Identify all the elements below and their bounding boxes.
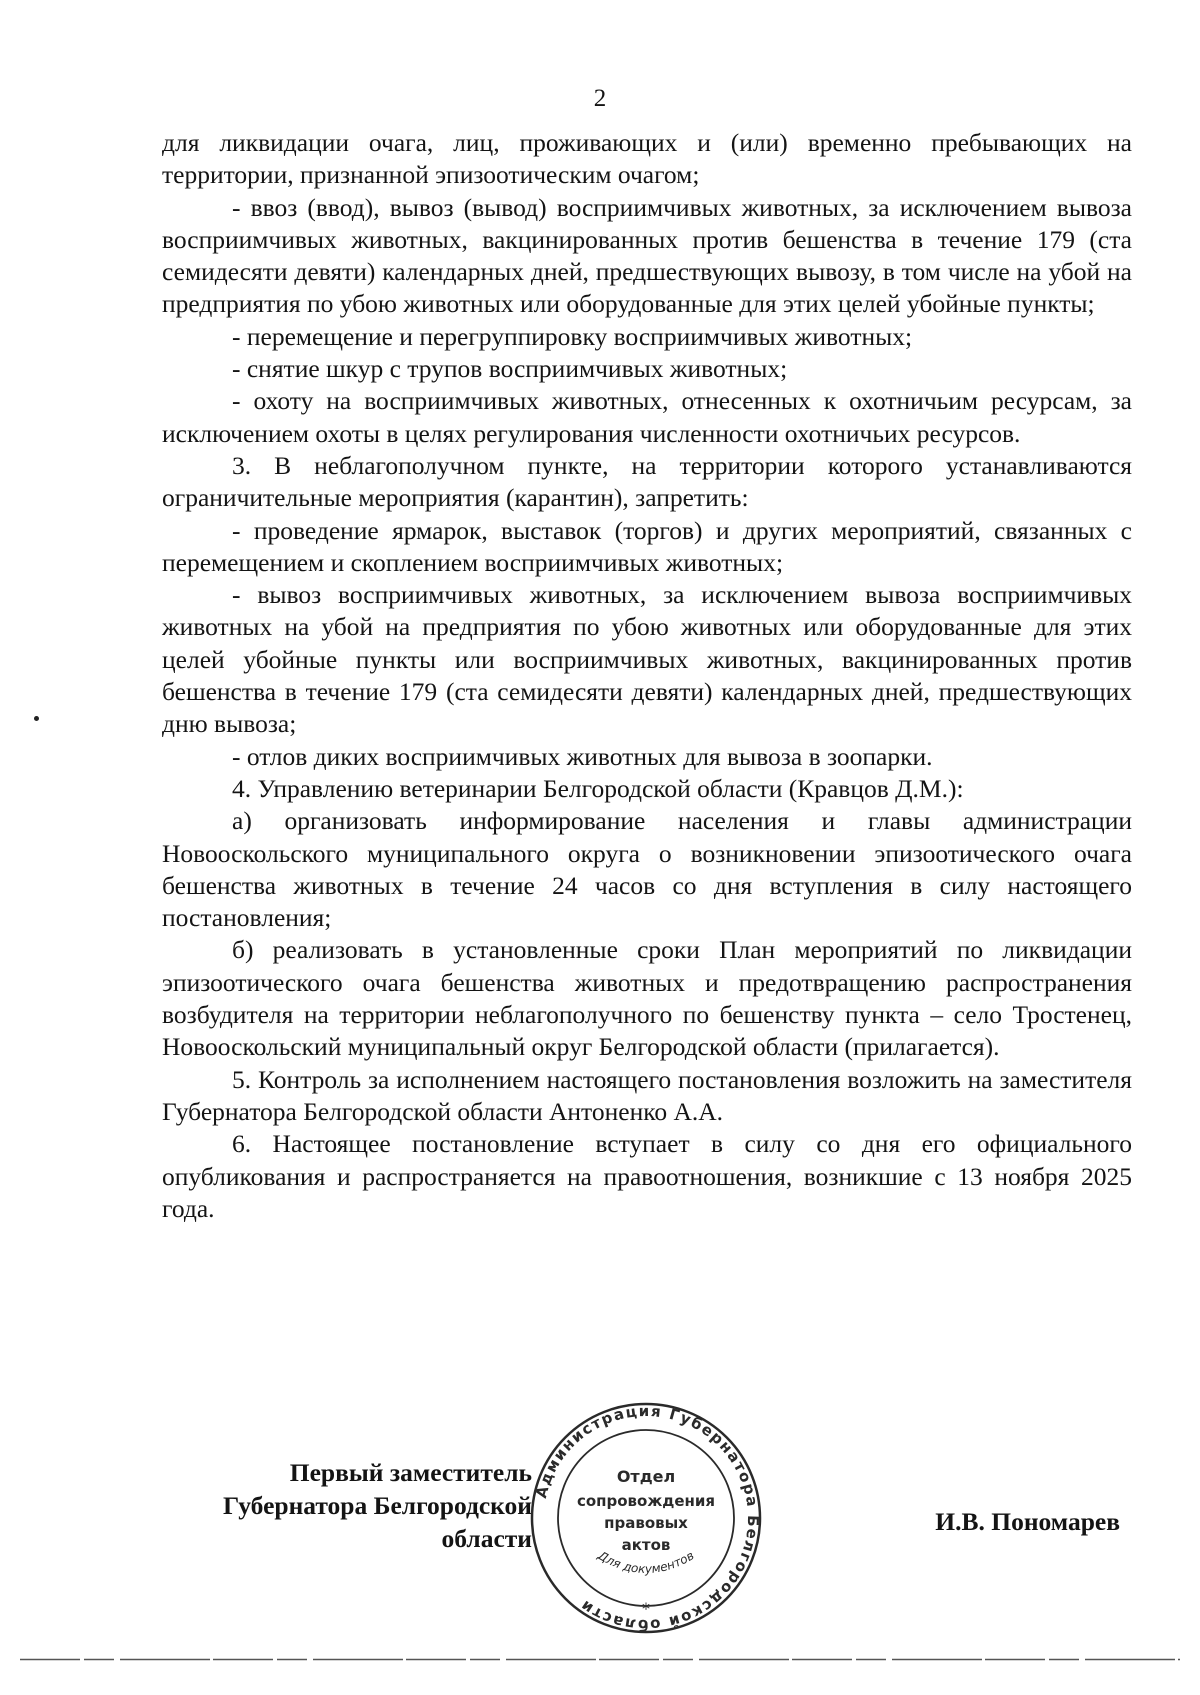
paragraph: 3. В неблагополучном пункте, на территории которого устанавливаются ограничительные мероприятия (карантин), запретить: <box>162 450 1132 513</box>
paragraph: б) реализовать в установленные сроки План мероприятий по ликвидации эпизоотического очага бешенства животных и предотвращению распространения возбудителя на территории неблагополучного по бешенству пункта – село Тростенец, Новооскольский муниципальный округ Белгородской области (прилагается). <box>162 935 1132 1062</box>
paragraph: 6. Настоящее постановление вступает в силу со дня его официального опубликования и распространяется на правоотношения, возникшие с 13 ноября 2025 года. <box>162 1129 1132 1223</box>
signatory-title-line1: Первый заместитель <box>289 1458 532 1487</box>
page-number: 2 <box>593 85 607 112</box>
paragraph: - вывоз восприимчивых животных, за исключением вывоза восприимчивых животных на убой на предприятия по убою животных или оборудованные для этих целей убойные пункты или восприимчивых животных, вакцинированных против бешенства в течение 179 (ста семидесяти девяти) календарных дней, предшествующих дню вывоза; <box>162 580 1132 739</box>
bottom-divider <box>20 1658 1180 1661</box>
paragraph: - снятие шкур с трупов восприимчивых животных; <box>232 354 788 384</box>
official-stamp <box>528 1400 764 1636</box>
stamp-line4: актов <box>621 1536 671 1554</box>
paragraph: - охоту на восприимчивых животных, отнесенных к охотничьим ресурсам, за исключением охоты в целях регулирования численности охотничьих ресурсов. <box>162 386 1132 448</box>
stamp-line2: сопровождения <box>576 1492 716 1510</box>
scan-speck <box>34 716 39 721</box>
paragraph: а) организовать информирование населения и главы администрации Новооскольского муниципального округа о возникновении эпизоотического очага бешенства животных в течение 24 часов со дня вступления в силу настоящего постановления; <box>162 806 1132 933</box>
document-body <box>162 127 1132 1225</box>
paragraph: - ввоз (ввод), вывоз (вывод) восприимчивых животных, за исключением вывоза восприимчивых животных, вакцинированных против бешенства в течение 179 (ста семидесяти девяти) календарных дней, предшествующих вывозу, в том числе на убой на предприятия по убою животных или оборудованные для этих целей убойные пункты; <box>162 192 1132 319</box>
paragraph: - перемещение и перегруппировку восприимчивых животных; <box>232 321 913 351</box>
paragraph: для ликвидации очага, лиц, проживающих и (или) временно пребывающих на территории, признанной эпизоотическим очагом; <box>162 128 1132 190</box>
signatory-title <box>172 1456 532 1555</box>
stamp-bottom-text: Для документов <box>595 1548 697 1577</box>
paragraph: - проведение ярмарок, выставок (торгов) и других мероприятий, связанных с перемещением и скоплением восприимчивых животных; <box>162 515 1132 577</box>
signatory-name: И.В. Пономарев <box>935 1507 1120 1536</box>
stamp-outer-text: Администрация Губернатора Белгородской области <box>532 1401 763 1635</box>
paragraph: - отлов диких восприимчивых животных для вывоза в зоопарки. <box>232 741 933 771</box>
signatory-title-line2: Губернатора Белгородской области <box>222 1491 532 1553</box>
paragraph: 4. Управлению ветеринарии Белгородской области (Кравцов Д.М.): <box>232 773 964 803</box>
stamp-line3: правовых <box>604 1514 688 1532</box>
paragraph: 5. Контроль за исполнением настоящего постановления возложить на заместителя Губернатора Белгородской области Антоненко А.А. <box>162 1064 1132 1126</box>
stamp-star: * <box>642 1599 650 1618</box>
stamp-line1: Отдел <box>616 1467 676 1486</box>
